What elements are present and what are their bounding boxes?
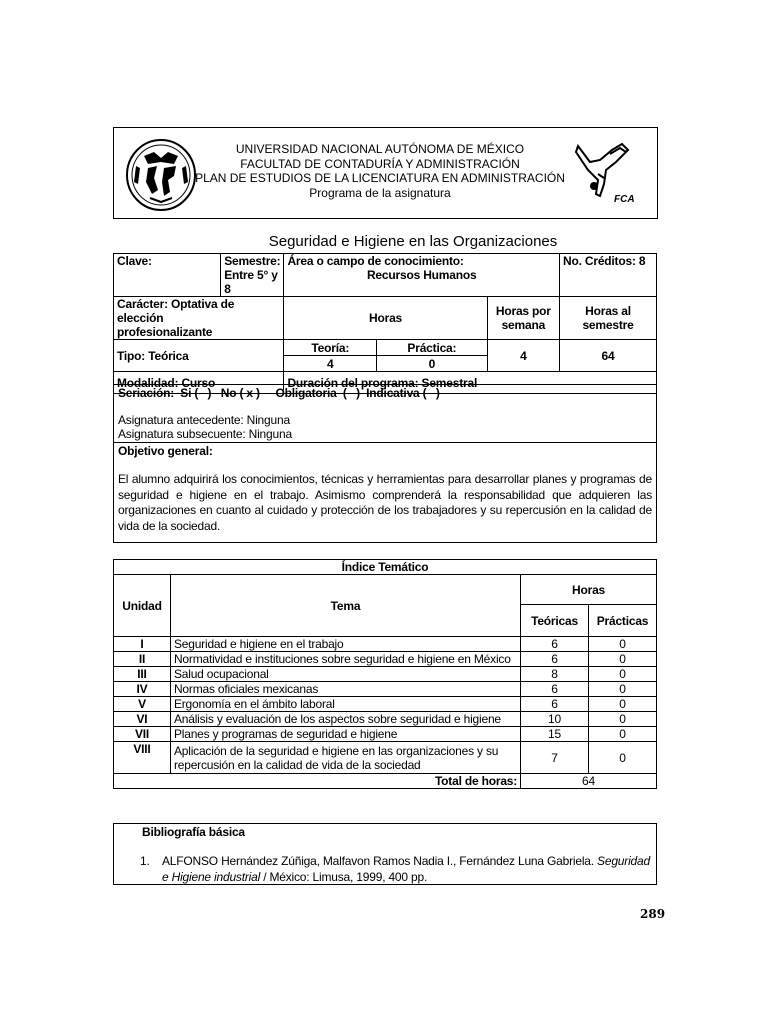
indice-title: Índice Temático (114, 560, 657, 575)
practicas-cell: 0 (589, 652, 657, 667)
seriacion-box (113, 384, 657, 543)
table-row (114, 697, 657, 712)
header-line-3: PLAN DE ESTUDIOS DE LA LICENCIATURA EN ADMINISTRACIÓN (195, 171, 565, 185)
table-row (114, 652, 657, 667)
teoricas-cell: 6 (521, 637, 589, 652)
header-line-1: UNIVERSIDAD NACIONAL AUTÓNOMA DE MÉXICO (235, 142, 525, 156)
unidad-cell: VI (114, 712, 171, 727)
creditos-label: No. Créditos: 8 (563, 254, 646, 268)
tema-cell: Ergonomía en el ámbito laboral (170, 697, 520, 712)
horas-semestre-value: 64 (560, 340, 657, 372)
semestre-cell (221, 254, 284, 297)
bibliografia-item (140, 853, 652, 885)
indice-table (113, 559, 657, 789)
area-value: Recursos Humanos (366, 268, 477, 282)
subsecuente: Asignatura subsecuente: Ninguna (118, 427, 292, 441)
horas-semestre-header (560, 297, 657, 340)
fca-logo (570, 140, 640, 208)
unidad-cell: VIII (114, 742, 171, 774)
teoria-label: Teoría: (284, 340, 377, 356)
horas-semana-value: 4 (487, 340, 559, 372)
bibliografia-item-text (162, 853, 652, 885)
horas-semana-header: Horas por semana (487, 297, 559, 340)
table-row (114, 742, 657, 774)
fca-logo-text: FCA (614, 194, 635, 205)
duracion-cell: Duración del programa: Semestral (284, 372, 657, 394)
practicas-cell: 0 (589, 742, 657, 774)
unidad-cell: III (114, 667, 171, 682)
practica-label: Práctica: (377, 340, 488, 356)
info-table (113, 253, 657, 394)
semestre-value: Entre 5° y 8 (224, 268, 278, 296)
table-row (114, 682, 657, 697)
unidad-cell: V (114, 697, 171, 712)
teoricas-header: Teóricas (521, 605, 589, 637)
unidad-header: Unidad (114, 575, 171, 637)
bibliografia-rest: / México: Limusa, 1999, 400 pp. (260, 870, 428, 884)
practicas-cell: 0 (589, 727, 657, 742)
tema-cell: Normas oficiales mexicanas (170, 682, 520, 697)
tema-header: Tema (170, 575, 520, 637)
tipo-cell: Tipo: Teórica (114, 340, 284, 372)
horas-semestre-line2: semestre (582, 318, 634, 332)
bibliografia-book-title: Seguridad e Higiene industrial (162, 854, 650, 884)
divider (114, 442, 656, 443)
practicas-cell: 0 (589, 712, 657, 727)
clave-cell (114, 254, 221, 297)
clave-label: Clave: (117, 254, 152, 268)
teoricas-cell: 10 (521, 712, 589, 727)
table-row (114, 667, 657, 682)
tema-cell: Análisis y evaluación de los aspectos sobre seguridad e higiene (170, 712, 520, 727)
tema-cell: Salud ocupacional (170, 667, 520, 682)
unidad-cell: II (114, 652, 171, 667)
bibliografia-item-number: 1. (140, 854, 150, 868)
horas-header: Horas (521, 575, 657, 605)
teoricas-cell: 15 (521, 727, 589, 742)
objetivo-title: Objetivo general: (118, 444, 213, 458)
creditos-cell (560, 254, 657, 297)
tema-cell: Aplicación de la seguridad e higiene en las organizaciones y su repercusión en la calidad de vida de la sociedad (170, 742, 520, 774)
practicas-cell: 0 (589, 637, 657, 652)
total-label: Total de horas: (114, 774, 521, 789)
bibliografia-authors: ALFONSO Hernández Zúñiga, Malfavon Ramos Nadia I., Fernández Luna Gabriela. (162, 854, 594, 868)
semestre-label: Semestre: (224, 254, 281, 268)
teoria-value: 4 (284, 356, 377, 372)
tema-cell: Normatividad e instituciones sobre seguridad e higiene en México (170, 652, 520, 667)
practicas-cell: 0 (589, 697, 657, 712)
practicas-cell: 0 (589, 682, 657, 697)
teoricas-cell: 7 (521, 742, 589, 774)
seriacion-line: Seriación: Si ( ) No ( x ) Obligatoria ( ) Indicativa ( ) (118, 386, 440, 400)
caracter-line2: profesionalizante (117, 325, 213, 339)
teoricas-cell: 6 (521, 652, 589, 667)
objetivo-text: El alumno adquirirá los conocimientos, técnicas y herramientas para desarrollar planes y programas de seguridad e higiene en el trabajo. Asimismo comprenderá la responsabilidad que adquieren las organizaciones en cuanto al cuidado y protección de los trabajadores y su repercusión en la calidad de vida de la sociedad. (118, 472, 652, 533)
header-line-4: Programa de la asignatura (309, 185, 451, 200)
unidad-cell: I (114, 637, 171, 652)
tema-cell: Seguridad e higiene en el trabajo (170, 637, 520, 652)
antecedente: Asignatura antecedente: Ninguna (118, 413, 290, 427)
subject-title: Seguridad e Higiene en las Organizaciones (268, 233, 558, 250)
practicas-cell: 0 (589, 667, 657, 682)
caracter-cell (114, 297, 284, 340)
teoricas-cell: 8 (521, 667, 589, 682)
modalidad-cell: Modalidad: Curso (114, 372, 284, 394)
practica-value: 0 (377, 356, 488, 372)
horas-header: Horas (284, 297, 487, 340)
total-value: 64 (521, 774, 657, 789)
table-row (114, 712, 657, 727)
area-label: Área o campo de conocimiento: (287, 254, 464, 268)
teoricas-cell: 6 (521, 697, 589, 712)
table-row (114, 637, 657, 652)
unidad-cell: VII (114, 727, 171, 742)
asignaturas-block (118, 413, 292, 441)
practicas-header: Prácticas (589, 605, 657, 637)
header-line-2: FACULTAD DE CONTADURÍA Y ADMINISTRACIÓN (240, 156, 520, 171)
teoricas-cell: 6 (521, 682, 589, 697)
page-number: 289 (640, 907, 666, 921)
tema-cell: Planes y programas de seguridad e higiene (170, 727, 520, 742)
bibliografia-title: Bibliografía básica (142, 825, 245, 839)
caracter-line1: Carácter: Optativa de elección (117, 297, 235, 325)
unidad-cell: IV (114, 682, 171, 697)
horas-semestre-line1: Horas al (585, 304, 631, 318)
header-text (170, 142, 590, 200)
table-row (114, 727, 657, 742)
bibliografia-box (113, 823, 657, 885)
area-cell (284, 254, 560, 297)
